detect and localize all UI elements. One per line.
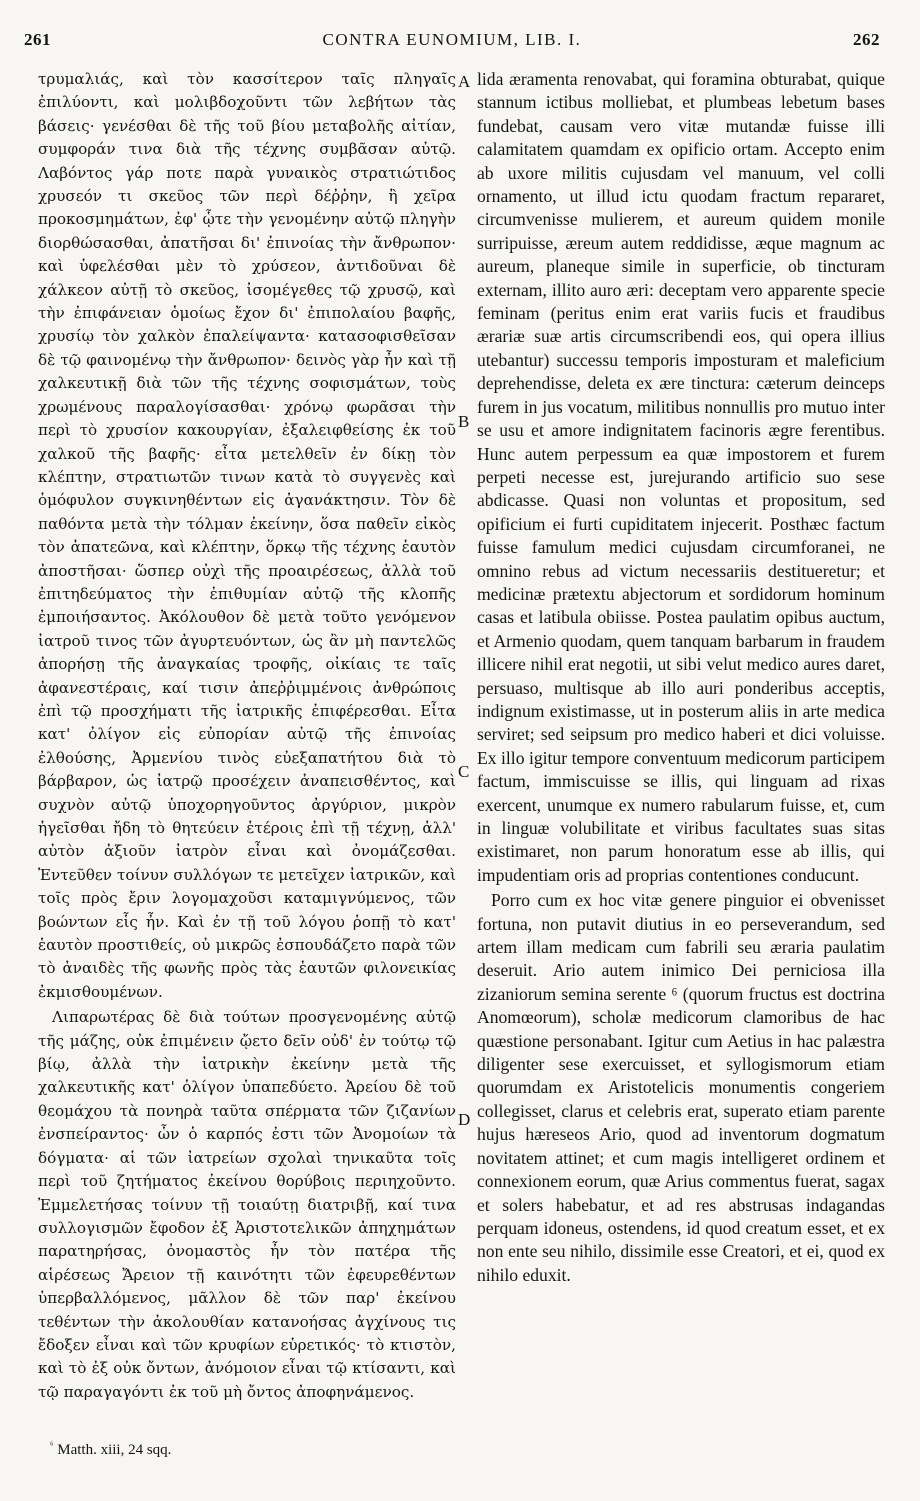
latin-paragraph-1: lida æramenta renovabat, qui foramina obturabat, quique stannum ictibus molliebat, et plumbeas lebetum bases fundebat, causam vero vitæ mutandæ fuisse illi calamitatem quamdam ex opificio ortam. Accepto enim ab uxore militis cujusdam vel manuum, vel colli ornamento, ut illud ictu quodam fractum repararet, circumvenisse mulierem, et aureum quidem monile surripuisse, æreum autem reddidisse, æque magnum ac aureum, planeque simile in superficie, ob tincturam externam, illito auro æri: deceptam vero apparente specie feminam (peritus enim erat variis fucis et fraudibus ærariæ suæ artis circumscribendi eos, qui opera illius utebantur) successu temporis imposturam et maleficium deprehendisse, deleta ex ære tinctura: cæterum deinceps furem in jus vocatum, militibus nonnullis pro mutuo inter se usu et amore indignitatem facinoris ægre ferentibus. Hunc autem perpessum ea quæ impostorem et furem perpeti necesse est, jurejurando artificio suo sese abdicasse. Quasi non voluntas et propositum, sed opificium ei furti cupiditatem injecerit. Posthæc factum fuisse famulum medici cujusdam circumforanei, ne omnino rebus ad victum necessariis destitueretur; et medicinæ prætextu abjectorum et sordidorum hominum casas et latibula obiisse. Postea paulatim opibus auctum, et Armenio quodam, quem tanquam barbarum in fraudem illicere nihil erat negotii, ut sibi velut medico aures daret, persuaso, multisque ab illo auri ponderibus acceptis, indignum existimasse, ut in posterum aliis in arte medica serviret; sed seipsum pro medico haberi et dici voluisse. Ex illo igitur tempore conventuum medicorum participem factum, immiscuisse se illis, qui linguam ad rixas exercent, unumque ex numero rabularum fuisse, et, cum in linguæ volubilitate et viribus facultates suas sitas existimaret, non parum honoratum esse ab illis, qui impudentiam oris ad proprias contentiones conducunt. (477, 69, 885, 885)
footnote (50, 1440, 171, 1459)
margin-marker-c: C (458, 762, 470, 781)
page-number-left: 261 (24, 30, 51, 49)
margin-marker-d: D (458, 1110, 471, 1129)
footnote-mark: ⁶ (50, 1440, 54, 1451)
greek-text-column (38, 68, 456, 1431)
page-number-right: 262 (853, 30, 880, 49)
latin-paragraph-2: Porro cum ex hoc vitæ genere pinguior ei obvenisset fortuna, non putavit diutius in eo perseverandum, sed artem illam medicam cum fabrili seu æraria paulatim deseruit. Ario autem inimico Dei perniciosa illa zizaniorum semina serente ⁶ (quorum fructus est doctrina Anomœorum), scholæ medicorum clamoribus de hac quæstione personabant. Igitur cum Aetius in hac palæstra diligenter sese exercuisset, et syllogismorum etiam quorumdam ex Aristotelicis monumentis congeriem collegisset, clarus et celebris erat, superato etiam parente hujus hæreseos Ario, quod ad inventorum dogmatum novitatem attinet; et cum magis intelligeret ordinem et connexionem eorum, quæ Arius commentus fuerat, sagax et solers habebatur, et ad res abstrusas indagandas perquam idoneus, ostendens, id quod creatum esset, et ex non ente seu nihilo, dissimile esse Creatori, et ei, quod ex nihilo eduxit. (477, 890, 885, 1285)
running-header (24, 30, 880, 64)
margin-marker-a: A (458, 72, 471, 91)
margin-marker-b: B (458, 412, 470, 431)
footnote-text: Matth. xiii, 24 sqq. (57, 1442, 172, 1458)
latin-text-column (477, 68, 885, 1431)
greek-paragraph-2: Λιπαρωτέρας δὲ διὰ τούτων προσγενομένης αὐτῷ τῆς μάζης, οὐκ ἐπιμένειν ᾤετο δεῖν οὐδ' ἐν τούτῳ τῷ βίῳ, ἀλλὰ τὴν ἰατρικὴν ἐκείνην μετὰ τῆς χαλκευτικῆς κατ' ὀλίγον ὑπαπεδύετο. Ἀρείου δὲ τοῦ θεομάχου τὰ πονηρὰ ταῦτα σπέρματα τῶν ζιζανίων ἐνσπείραντος· ὧν ὁ καρπός ἐστι τῶν Ἀνομοίων τὰ δόγματα· αἱ τῶν ἰατρείων σχολαὶ τηνικαῦτα τοῖς περὶ τοῦ ζητήματος ἐκείνου θορύβοις περιηχοῦντο. Ἐμμελετήσας τοίνυν τῇ τοιαύτῃ διατριβῇ, καί τινα συλλογισμῶν ἔφοδον ἐξ Ἀριστοτελικῶν ἀπηχημάτων παρατηρήσας, ὀνομαστὸς ἦν τὸν πατέρα τῆς αἱρέσεως Ἄρειον τῇ καινότητι τῶν ἐφευρεθέντων ὑπερβαλλόμενος, μᾶλλον δὲ τῶν παρ' ἐκείνου τεθέντων τὴν ἀκολουθίαν κατανοήσας ἀγχίνους τις ἔδοξεν εἶναι καὶ τῶν κρυφίων εὑρετικός· τὸ κτιστὸν, καὶ τὸ ἐξ οὐκ ὄντων, ἀνόμοιον εἶναι τῷ κτίσαντι, καὶ τῷ παραγαγόντι ἐκ τοῦ μὴ ὄντος ἀποφηνάμενος. (38, 1008, 456, 1401)
running-title: CONTRA EUNOMIUM, LIB. I. (322, 30, 582, 49)
greek-paragraph-1: τρυμαλιάς, καὶ τὸν κασσίτερον ταῖς πληγαῖς ἐπιλύοντι, καὶ μολιβδοχοῦντι τῶν λεβήτων τὰς βάσεις· γενέσθαι δὲ τῆς τοῦ βίου μεταβολῆς αἰτίαν, συμφοράν τινα διὰ τῆς τέχνης συμβᾶσαν αὐτῷ. Λαβόντος γάρ ποτε παρὰ γυναικὸς στρατιώτιδος χρυσεόν τι σκεῦος τῶν περὶ δέῤῥην, ἢ χεῖρα προκοσμημάτων, ἐφ' ᾧτε τὴν γενομένην αὐτῷ πληγὴν διορθώσασθαι, ἀπατῆσαι δι' ἐπινοίας τὴν ἄνθρωπον· καὶ ὑφελέσθαι μὲν τὸ χρύσεον, ἀντιδοῦναι δὲ χάλκεον αὐτῇ τὸ σκεῦος, ἰσομέγεθες τῷ χρυσῷ, καὶ τὴν ἐπιφάνειαν ὁμοίως ἔχον δι' ἐπιπολαίου βαφῆς, χρυσίῳ τὸν χαλκὸν ἐπαλείψαντα· κατασοφισθεῖσαν δὲ τῷ φαινομένῳ τὴν ἄνθρωπον· δεινὸς γὰρ ἦν καὶ τῇ χαλκευτικῇ διὰ τῶν τῆς τέχνης σοφισμάτων, τοὺς χρωμένους παραλογίσασθαι· χρόνῳ φωρᾶσαι τὴν περὶ τὸ χρυσίον κακουργίαν, ἐξαλειφθείσης ἐκ τοῦ χαλκοῦ τῆς βαφῆς· εἶτα μετελθεῖν ἐν δίκῃ τὸν κλέπτην, στρατιωτῶν τινων κατὰ τὸ συγγενὲς καὶ ὁμόφυλον συγκινηθέντων εἰς ἀγανάκτησιν. Τὸν δὲ παθόντα μετὰ τὴν τόλμαν ἐκείνην, ὅσα παθεῖν εἰκὸς τὸν ἀπατεῶνα, καὶ κλέπτην, ὅρκῳ τῆς τέχνης ἑαυτὸν ἀποστῆσαι· ὥσπερ οὐχὶ τῆς προαιρέσεως, ἀλλὰ τοῦ ἐπιτηδεύματος τὴν ἐπιθυμίαν αὐτῷ τῆς κλοπῆς ἐμποιήσαντος. Ἀκόλουθον δὲ μετὰ τοῦτο γενόμενον ἰατροῦ τινος τῶν ἀγυρτευόντων, ὡς ἂν μὴ παντελῶς ἀπορήσῃ τῆς ἀναγκαίας τροφῆς, οἰκίαις τε ταῖς ἀφανεστέραις, καί τισιν ἀπεῤῥιμμένοις ἀνθρώποις ἐπὶ τῷ προσχήματι τῆς ἰατρικῆς ἐπιφέρεσθαι. Εἶτα κατ' ὀλίγον εἰς εὐπορίαν αὐτῷ τῆς ἐπινοίας ἐλθούσης, Ἀρμενίου τινὸς εὐεξαπατήτου διὰ τὸ βάρβαρον, ὡς ἰατρῷ προσέχειν ἀναπεισθέντος, καὶ συχνὸν αὐτῷ ὑποχορηγοῦντος ἀργύριον, μικρὸν ἡγεῖσθαι ἤδη τὸ θητεύειν ἑτέροις ἐπὶ τῇ τέχνῃ, ἀλλ' αὐτὸν ἀξιοῦν ἰατρὸν εἶναι καὶ ὀνομάζεσθαι. Ἐντεῦθεν τοίνυν συλλόγων τε μετεῖχεν ἰατρικῶν, καὶ τοῖς πρὸς ἔριν λογομαχοῦσι καταμιγνύμενος, τῶν βοώντων εἷς ἦν. Καὶ ἐν τῇ τοῦ λόγου ῥοπῇ τὸ κατ' ἑαυτὸν προστιθείς, οὐ μικρῶς ἐσπουδάζετο παρὰ τῶν τὸ ἀναιδὲς τῆς φωνῆς πρὸς τὰς ἑαυτῶν φιλονεικίας ἐκμισθουμένων. (38, 70, 456, 1001)
